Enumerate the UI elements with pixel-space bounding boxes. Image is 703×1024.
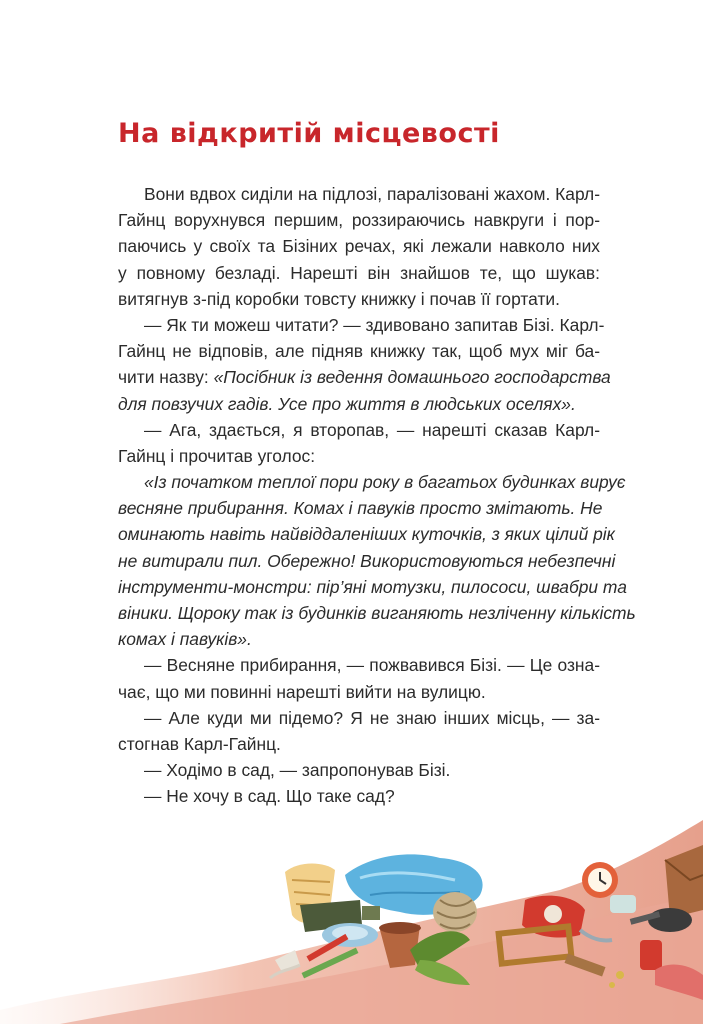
text-line: для повзучих гадів. Усе про життя в людських оселях».: [118, 393, 576, 414]
text-line: [118, 364, 611, 390]
text-line: — Ага, здається, я второпав, — нарешті сказав Карл-: [144, 419, 600, 440]
text-line: — Ходімо в сад, — запропонував Бізі.: [144, 760, 451, 781]
text-line: — Не хочу в сад. Що таке сад?: [144, 786, 395, 807]
text-line: «Із початком теплої пори року в багатьох будинках вирує: [144, 472, 626, 493]
text-line: весняне прибирання. Комах і павуків просто змітають. Не: [118, 498, 603, 519]
text-line: Вони вдвох сиділи на підлозі, паралізовані жахом. Карл-: [144, 184, 600, 204]
text-line: — Як ти можеш читати? — здивовано запитав Бізі. Карл-: [144, 314, 605, 335]
text-line: інструменти-монстри: пір’яні мотузки, пилососи, швабри та: [118, 576, 627, 597]
text-line: стогнав Карл-Гайнц.: [118, 733, 281, 754]
text-line: комах і павуків».: [118, 629, 252, 650]
text-line: витягнув з-під коробки товсту книжку і почав її гортати.: [118, 288, 560, 309]
twine-spool: [433, 892, 477, 932]
chapter-title: На відкритій місцевості: [118, 118, 500, 149]
chapter-body: [118, 181, 636, 810]
text-line: оминають навіть найвіддаленіших куточків, з яких цілий рік: [118, 524, 615, 545]
text-line: паючись у своїх та Бізіних речах, які лежали навколо них: [118, 236, 600, 257]
text-line-roman: чити назву:: [118, 367, 209, 388]
text-line: Гайнц і прочитав уголос:: [118, 445, 316, 466]
frying-pan: [648, 908, 692, 932]
text-line: — Але куди ми підемо? Я не знаю інших місць, — за-: [144, 707, 600, 728]
text-line: віники. Щороку так із будинків виганяють незліченну кількість: [118, 603, 636, 623]
text-line: — Весняне прибирання, — пожвавився Бізі. — Це озна-: [144, 655, 600, 676]
text-line: Гайнц ворухнувся першим, роззираючись навкруги і пор-: [118, 210, 600, 231]
text-line: чає, що ми повинні нарешті вийти на вулицю.: [118, 681, 486, 702]
can: [610, 895, 636, 913]
text-line: Гайнц не відповів, але підняв книжку так, щоб мух міг ба-: [118, 341, 600, 362]
text-line-italic: «Посібник із ведення домашнього господарства: [208, 367, 611, 388]
text-line: у повному безладі. Нарешті він знайшов те, що шукав:: [118, 262, 600, 283]
junk-pile-illustration: [0, 800, 703, 1024]
text-line: не витирали пил. Обережно! Використовуються небезпечні: [118, 550, 616, 571]
